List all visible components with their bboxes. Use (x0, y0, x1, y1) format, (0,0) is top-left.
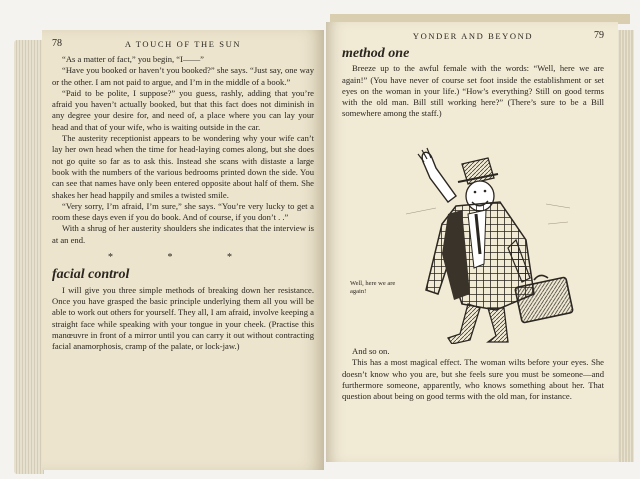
section-heading-method-one: method one (342, 46, 410, 61)
section-break-stars: * * * (108, 252, 258, 264)
paragraph: “As a matter of fact,” you begin, “I——” (62, 54, 204, 64)
paragraph: “Very sorry, I’m afraid, I’m sure,” she says. “You’re very lucky to get a room these days even if you do book. And of course, if you don’t . .” (52, 200, 314, 223)
right-page (326, 22, 618, 462)
right-running-head: YONDER AND BEYOND (412, 31, 534, 41)
paragraph: And so on. (352, 346, 390, 356)
left-page-number: 78 (52, 38, 62, 49)
paragraph: Breeze up to the awful female with the words: “Well, here we are again!” (You have never of course set foot inside the establishment or set eyes on the woman in your life.) “How’s everything? Still on good terms with the old man. Bill still working here?” (There’s sure to be a Bill somewhere among the staff.) (342, 63, 604, 119)
man-with-suitcase-illustration (396, 144, 576, 344)
left-page (42, 30, 324, 470)
paragraph: This has a most magical effect. The woman wilts before your eyes. She doesn’t know who you are, but she feels sure you must be someone—and furthermore someone, apparently, who knows something about her. That question about being on good terms with the old man, for instance. (342, 357, 604, 402)
paragraph: The austerity receptionist appears to be wondering why your wife can’t lay her own head when the time for head-laying comes along, but she does not go quite so far as to ask this. Instead she scans with distaste a large book with the numbers of the various bedrooms printed down the side. You can see that names have only been entered opposite about half of them. She shakes her head happily and smiles a twisted smile. (52, 133, 314, 200)
left-page-body (52, 54, 314, 352)
section-heading-facial-control: facial control (52, 267, 130, 283)
left-running-head: A TOUCH OF THE SUN (124, 39, 242, 49)
illustration-caption: Well, here we are again! (350, 280, 396, 295)
paragraph: With a shrug of her austerity shoulders she indicates that the interview is at an end. (52, 223, 314, 245)
paragraph: “Have you booked or haven’t you booked?” she says. “Just say, one way or the other. I am not paid to argue, and I’m in the middle of a book.” (52, 65, 314, 87)
paragraph: I will give you three simple methods of breaking down her resistance. Once you have grasped the basic principle underlying them all you will be able to work out others for yourself. They all, I am afraid, involve keeping a straight face while speaking with your tongue in your cheek. (Practise this manœuvre in front of a mirror until you can carry it out without contracting facial anamorphosis, cramp of the palate, or lock-jaw.) (52, 284, 314, 352)
left-page-header (52, 38, 314, 49)
right-page-number: 79 (594, 30, 604, 41)
left-page-edges (14, 40, 44, 474)
right-page-top-text (342, 46, 604, 120)
right-page-edges (616, 30, 634, 462)
right-page-bottom-text (342, 346, 604, 402)
paragraph: “Paid to be polite, I suppose?” you guess, rashly, adding that you’re afraid you haven’t actually booked, but that this fact does not diminish in any degree your desire for, and need of, a place where you can lay your head and that of your wife, who is waiting outside in the car. (52, 87, 314, 132)
